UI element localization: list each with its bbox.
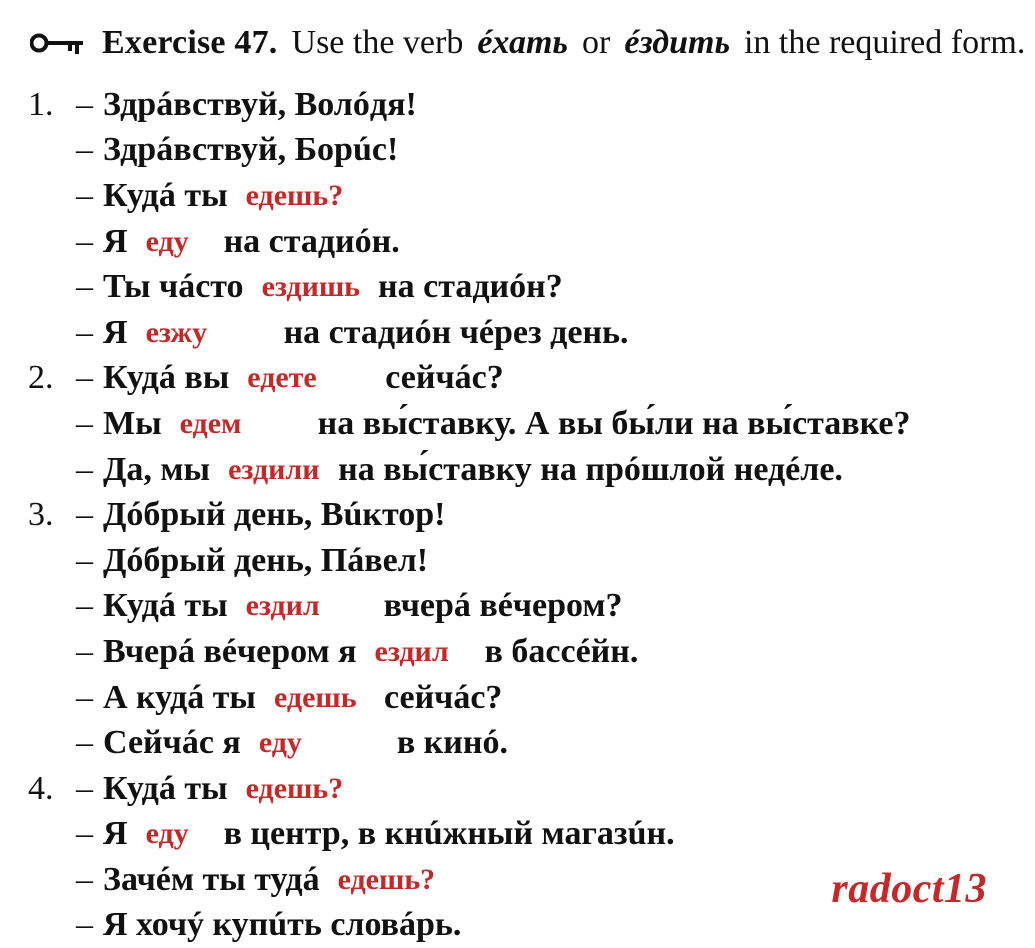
author-signature: radoct13	[831, 866, 987, 912]
dialog-dash: –	[76, 860, 93, 898]
exercise-line-1	[28, 82, 1008, 128]
line-text: Здрáвствуй, Борúс!	[103, 131, 399, 169]
line-text: Я	[103, 313, 128, 351]
exercise-line-15	[28, 720, 1008, 766]
exercise-line-10	[28, 492, 1008, 538]
answer-word: едешь	[273, 680, 357, 714]
line-text-after: на вы́ставку на прóшлой недéле.	[338, 450, 843, 488]
answer-word: еду	[145, 817, 189, 851]
exercise-line-4	[28, 219, 1008, 265]
line-text-after: на стадиóн?	[378, 268, 563, 306]
instruction-prefix: Use the verb	[291, 24, 464, 61]
exercise-label: Exercise 47.	[102, 24, 278, 61]
line-text: Я	[103, 222, 128, 260]
exercise-header	[30, 18, 1026, 68]
exercise-line-5	[28, 264, 1008, 310]
exercise-line-9	[28, 447, 1008, 493]
item-number: 1.	[28, 85, 54, 123]
line-text-after: в бассéйн.	[484, 632, 639, 670]
line-text: Вчерá вéчером я	[103, 632, 357, 670]
instruction-connector: or	[581, 24, 611, 61]
exercise-line-17	[28, 812, 1008, 858]
dialog-dash: –	[76, 541, 93, 579]
line-text-after: в кинó.	[396, 724, 508, 762]
exercise-content	[28, 82, 1008, 948]
line-text: Здрáвствуй, Волóдя!	[103, 85, 417, 123]
answer-word: езжу	[145, 315, 208, 349]
answer-word: едешь?	[245, 771, 344, 805]
answer-word: едешь?	[337, 862, 436, 896]
exercise-line-11	[28, 538, 1008, 584]
line-text-after: на вы́ставку. А вы бы́ли на вы́ставке?	[317, 404, 911, 442]
exercise-line-14	[28, 675, 1008, 721]
dialog-dash: –	[76, 176, 93, 214]
verb-ekhat: éхать	[477, 24, 568, 61]
instruction-suffix: in the required form.	[743, 24, 1026, 61]
dialog-dash: –	[76, 496, 93, 534]
answer-word: едем	[179, 406, 242, 440]
dialog-dash: –	[76, 632, 93, 670]
exercise-line-6	[28, 310, 1008, 356]
answer-word: ездишь	[261, 270, 361, 304]
line-text: Ты чáсто	[103, 268, 244, 306]
line-text-after: на стадиóн чéрез день.	[283, 313, 629, 351]
dialog-dash: –	[76, 769, 93, 807]
answer-word: еду	[258, 726, 302, 760]
line-text: Кудá ты	[103, 587, 228, 625]
item-number: 2.	[28, 359, 54, 397]
exercise-line-12	[28, 584, 1008, 630]
dialog-dash: –	[76, 268, 93, 306]
answer-word: едете	[247, 361, 317, 395]
exercise-line-13	[28, 629, 1008, 675]
line-text: Дóбрый день, Вúктор!	[103, 496, 446, 534]
verb-ezdit: éздить	[624, 24, 730, 61]
dialog-dash: –	[76, 724, 93, 762]
dialog-dash: –	[76, 359, 93, 397]
exercise-line-3	[28, 173, 1008, 219]
answer-word: ездили	[228, 452, 320, 486]
line-text: Я	[103, 815, 128, 853]
line-text: Мы	[103, 404, 162, 442]
line-text: Кудá ты	[103, 769, 228, 807]
dialog-dash: –	[76, 587, 93, 625]
dialog-dash: –	[76, 313, 93, 351]
line-text: Сейчáс я	[103, 724, 241, 762]
line-text: Зачéм ты тудá	[103, 860, 320, 898]
dialog-dash: –	[76, 85, 93, 123]
dialog-dash: –	[76, 906, 93, 944]
exercise-line-2	[28, 128, 1008, 174]
answer-word: едешь?	[245, 178, 344, 212]
dialog-dash: –	[76, 678, 93, 716]
line-text-after: сейчáс?	[383, 678, 503, 716]
line-text-after: сейчáс?	[385, 359, 504, 397]
dialog-dash: –	[76, 404, 93, 442]
item-number: 3.	[28, 496, 54, 534]
item-number: 4.	[28, 769, 54, 807]
answer-word: ездил	[245, 589, 320, 623]
key-icon	[30, 30, 88, 56]
answer-word: еду	[145, 224, 189, 258]
line-text: Да, мы	[103, 450, 211, 488]
line-text-after: в центр, в кнúжный магазúн.	[223, 815, 675, 853]
dialog-dash: –	[76, 131, 93, 169]
line-text-after: вчерá вéчером?	[383, 587, 623, 625]
dialog-dash: –	[76, 222, 93, 260]
dialog-dash: –	[76, 815, 93, 853]
line-text: Кудá ты	[103, 176, 228, 214]
exercise-line-7	[28, 356, 1008, 402]
line-text: Кудá вы	[103, 359, 230, 397]
line-text-after: на стадиóн.	[223, 222, 400, 260]
line-text: Я хочý купúть словáрь.	[103, 906, 462, 944]
line-text: А кудá ты	[103, 678, 256, 716]
exercise-line-8	[28, 401, 1008, 447]
line-text: Дóбрый день, Пáвел!	[103, 541, 429, 579]
exercise-line-16	[28, 766, 1008, 812]
dialog-dash: –	[76, 450, 93, 488]
answer-word: ездил	[374, 634, 449, 668]
